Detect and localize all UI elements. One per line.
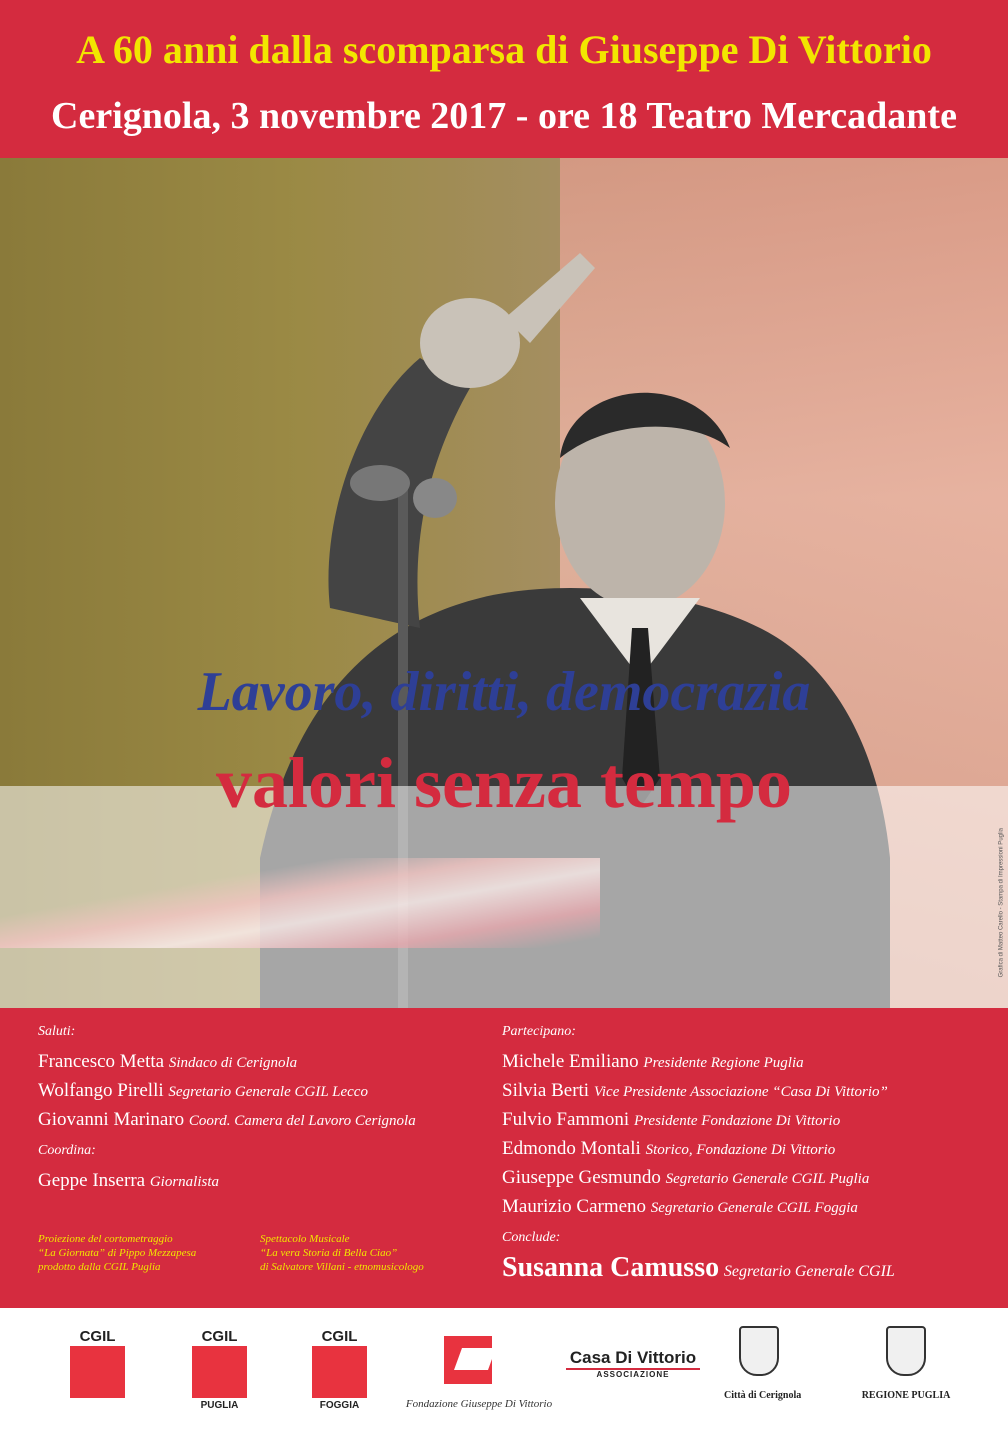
cerignola-shield-icon — [739, 1326, 779, 1376]
speaker-row — [502, 1164, 992, 1193]
coordina-label: Coordina: — [38, 1143, 96, 1158]
speaker-row — [502, 1135, 992, 1164]
casa-di-vittorio-logo: Casa Di Vittorio ASSOCIAZIONE — [566, 1348, 700, 1379]
speaker-name: Maurizio Carmeno — [502, 1196, 647, 1217]
speaker-row — [502, 1077, 992, 1106]
speaker-role: Vice Presidente Associazione “Casa Di Vittorio” — [593, 1084, 888, 1100]
cgil-red-square-icon — [70, 1346, 125, 1398]
speaker-name: Geppe Inserra — [38, 1170, 146, 1191]
event-title: A 60 anni dalla scomparsa di Giuseppe Di Vittorio — [76, 27, 932, 72]
header-band — [0, 0, 1008, 158]
program-left-column — [38, 1024, 498, 1196]
speaker-role: Segretario Generale CGIL Puglia — [665, 1171, 870, 1187]
keynote-name: Susanna Camusso — [502, 1252, 720, 1283]
keynote-row — [502, 1254, 992, 1285]
speaker-name: Giovanni Marinaro — [38, 1109, 185, 1130]
speaker-row — [502, 1048, 992, 1077]
music-show-note: Spettacolo Musicale “La vera Storia di Bella Ciao” di Salvatore Villani - etnomusicologo — [260, 1233, 424, 1273]
speaker-row — [38, 1077, 498, 1106]
speaker-name: Giuseppe Gesmundo — [502, 1167, 661, 1188]
side-events — [38, 1232, 478, 1292]
speaker-role: Segretario Generale CGIL Foggia — [650, 1200, 858, 1216]
fondazione-di-vittorio-logo: Fondazione Giuseppe Di Vittorio — [404, 1336, 554, 1416]
slogan-line-2: valori senza tempo — [216, 743, 792, 823]
slogan-line-1: Lavoro, diritti, democrazia — [197, 661, 811, 723]
speaker-name: Francesco Metta — [38, 1051, 165, 1072]
saluti-label: Saluti: — [38, 1024, 76, 1039]
speaker-role: Storico, Fondazione Di Vittorio — [645, 1142, 836, 1158]
event-date-place: Cerignola, 3 novembre 2017 - ore 18 Teatro Mercadante — [51, 95, 957, 137]
keynote-role: Segretario Generale CGIL — [723, 1263, 895, 1280]
speaker-name: Fulvio Fammoni — [502, 1109, 630, 1130]
speaker-name: Edmondo Montali — [502, 1138, 641, 1159]
puglia-shield-icon — [886, 1326, 926, 1376]
sponsor-logos — [0, 1308, 1008, 1432]
speaker-name: Michele Emiliano — [502, 1051, 639, 1072]
partecipano-label: Partecipano: — [502, 1024, 576, 1039]
speaker-role: Giornalista — [149, 1174, 220, 1190]
cgil-red-square-icon — [192, 1346, 247, 1398]
speaker-role: Segretario Generale CGIL Lecco — [168, 1084, 368, 1100]
speaker-role: Sindaco di Cerignola — [168, 1055, 298, 1071]
speaker-row — [38, 1167, 498, 1196]
cgil-logo: CGIL — [70, 1328, 125, 1404]
photo-credit: Grafica di Matteo Carello - Stampa di Impressioni Puglia — [998, 828, 1004, 978]
cgil-foggia-logo: CGIL FOGGIA — [312, 1328, 367, 1404]
program-section — [0, 1008, 1008, 1308]
fdv-mark-icon — [444, 1336, 492, 1384]
speaker-row — [502, 1106, 992, 1135]
screening-note: Proiezione del cortometraggio “La Giornata” di Pippo Mezzapesa prodotto dalla CGIL Puglia — [38, 1233, 197, 1273]
speaker-name: Silvia Berti — [502, 1080, 590, 1101]
speaker-row — [38, 1106, 498, 1135]
speaker-name: Wolfango Pirelli — [38, 1080, 164, 1101]
speaker-row — [502, 1193, 992, 1222]
cgil-red-square-icon — [312, 1346, 367, 1398]
program-right-column — [502, 1024, 992, 1285]
speaker-role: Presidente Regione Puglia — [643, 1055, 804, 1071]
portrait-photo — [0, 158, 1008, 1008]
cgil-puglia-logo: CGIL PUGLIA — [192, 1328, 247, 1404]
cerignola-crest: Città di Cerignola — [724, 1326, 794, 1401]
speaker-row — [38, 1048, 498, 1077]
conclude-label: Conclude: — [502, 1230, 561, 1245]
speaker-role: Presidente Fondazione Di Vittorio — [633, 1113, 841, 1129]
speaker-role: Coord. Camera del Lavoro Cerignola — [188, 1113, 416, 1129]
regione-puglia-crest: REGIONE PUGLIA — [856, 1326, 956, 1401]
